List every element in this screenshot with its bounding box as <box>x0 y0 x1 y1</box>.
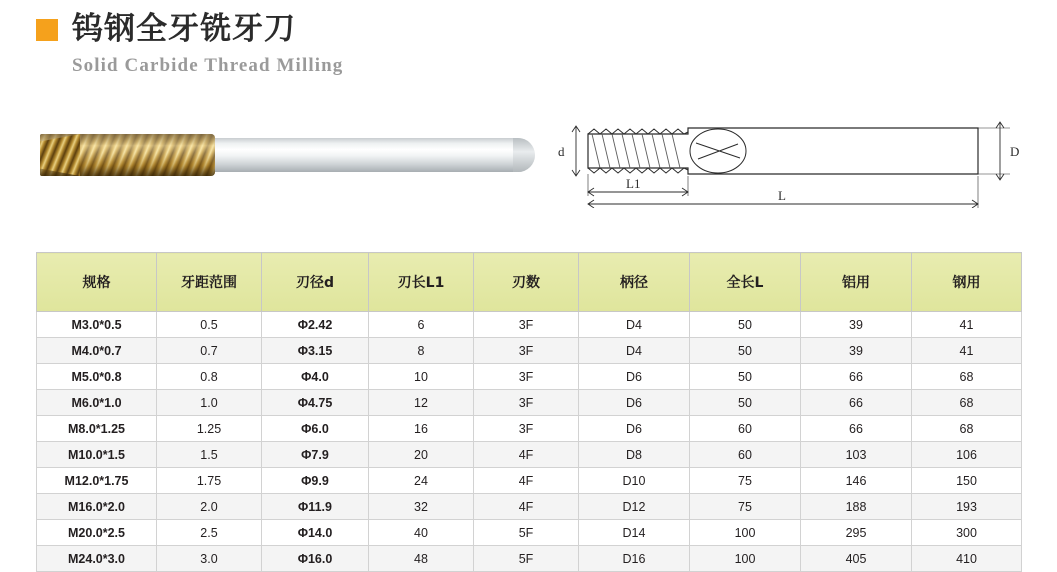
cell-steel: 41 <box>912 338 1022 364</box>
cell-overall-length: 50 <box>690 312 801 338</box>
cell-cutting-dia: Φ3.15 <box>262 338 369 364</box>
cell-shank-dia: D16 <box>579 546 690 572</box>
cell-flutes: 3F <box>474 416 579 442</box>
cell-steel: 300 <box>912 520 1022 546</box>
cell-overall-length: 75 <box>690 494 801 520</box>
cell-shank-dia: D12 <box>579 494 690 520</box>
cell-cutting-length: 12 <box>369 390 474 416</box>
cell-flutes: 3F <box>474 390 579 416</box>
cell-cutting-dia: Φ9.9 <box>262 468 369 494</box>
col-header-steel: 钢用 <box>912 253 1022 312</box>
cell-shank-dia: D10 <box>579 468 690 494</box>
table-row <box>37 416 1022 442</box>
col-header-flute-count: 刃数 <box>474 253 579 312</box>
cell-pitch: 3.0 <box>157 546 262 572</box>
table-row <box>37 364 1022 390</box>
cell-cutting-dia: Φ14.0 <box>262 520 369 546</box>
drawing-label-d: d <box>558 144 565 159</box>
col-header-spec: 规格 <box>37 253 157 312</box>
table-row <box>37 494 1022 520</box>
cell-shank-dia: D4 <box>579 312 690 338</box>
cell-cutting-length: 24 <box>369 468 474 494</box>
table-row <box>37 338 1022 364</box>
cell-aluminum: 39 <box>801 312 912 338</box>
cell-spec: M20.0*2.5 <box>37 520 157 546</box>
cell-steel: 106 <box>912 442 1022 468</box>
cell-cutting-length: 10 <box>369 364 474 390</box>
cell-aluminum: 39 <box>801 338 912 364</box>
cell-cutting-length: 6 <box>369 312 474 338</box>
cell-flutes: 4F <box>474 442 579 468</box>
cell-shank-dia: D14 <box>579 520 690 546</box>
spec-table <box>36 252 1022 572</box>
cell-pitch: 0.8 <box>157 364 262 390</box>
cell-pitch: 0.7 <box>157 338 262 364</box>
cell-flutes: 4F <box>474 468 579 494</box>
cell-flutes: 3F <box>474 312 579 338</box>
cell-spec: M4.0*0.7 <box>37 338 157 364</box>
col-header-shank-dia: 柄径 <box>579 253 690 312</box>
cell-overall-length: 50 <box>690 364 801 390</box>
cell-flutes: 3F <box>474 364 579 390</box>
cell-flutes: 5F <box>474 520 579 546</box>
cell-aluminum: 295 <box>801 520 912 546</box>
cell-shank-dia: D6 <box>579 390 690 416</box>
cell-pitch: 1.0 <box>157 390 262 416</box>
cell-aluminum: 146 <box>801 468 912 494</box>
cell-pitch: 1.25 <box>157 416 262 442</box>
cell-cutting-length: 16 <box>369 416 474 442</box>
table-header-row <box>37 253 1022 312</box>
cell-overall-length: 100 <box>690 546 801 572</box>
cell-pitch: 1.5 <box>157 442 262 468</box>
col-header-cutting-dia: 刃径d <box>262 253 369 312</box>
cell-cutting-length: 20 <box>369 442 474 468</box>
cell-cutting-length: 8 <box>369 338 474 364</box>
cell-spec: M6.0*1.0 <box>37 390 157 416</box>
cell-aluminum: 188 <box>801 494 912 520</box>
tool-shank-end <box>513 138 535 172</box>
cell-steel: 68 <box>912 364 1022 390</box>
cell-overall-length: 60 <box>690 416 801 442</box>
cell-overall-length: 100 <box>690 520 801 546</box>
product-photo <box>40 112 535 192</box>
cell-steel: 68 <box>912 416 1022 442</box>
cell-pitch: 0.5 <box>157 312 262 338</box>
page-subtitle: Solid Carbide Thread Milling <box>72 55 344 76</box>
table-row <box>37 442 1022 468</box>
technical-drawing <box>548 96 1028 208</box>
cell-shank-dia: D8 <box>579 442 690 468</box>
cell-flutes: 4F <box>474 494 579 520</box>
cell-overall-length: 75 <box>690 468 801 494</box>
cell-spec: M5.0*0.8 <box>37 364 157 390</box>
cell-overall-length: 50 <box>690 338 801 364</box>
cell-cutting-dia: Φ6.0 <box>262 416 369 442</box>
col-header-aluminum: 铝用 <box>801 253 912 312</box>
cell-cutting-dia: Φ4.0 <box>262 364 369 390</box>
cell-cutting-dia: Φ16.0 <box>262 546 369 572</box>
cell-aluminum: 66 <box>801 390 912 416</box>
cell-flutes: 3F <box>474 338 579 364</box>
cell-steel: 150 <box>912 468 1022 494</box>
col-header-pitch-range: 牙距范围 <box>157 253 262 312</box>
cell-pitch: 2.0 <box>157 494 262 520</box>
orange-square-bullet-icon <box>36 19 58 41</box>
cell-spec: M16.0*2.0 <box>37 494 157 520</box>
cell-cutting-length: 40 <box>369 520 474 546</box>
cell-shank-dia: D4 <box>579 338 690 364</box>
cell-aluminum: 103 <box>801 442 912 468</box>
cell-shank-dia: D6 <box>579 416 690 442</box>
cell-flutes: 5F <box>474 546 579 572</box>
cell-steel: 68 <box>912 390 1022 416</box>
drawing-label-D: D <box>1010 144 1020 159</box>
page-header <box>36 11 344 77</box>
cell-cutting-length: 32 <box>369 494 474 520</box>
cell-pitch: 2.5 <box>157 520 262 546</box>
table-row <box>37 312 1022 338</box>
table-row <box>37 520 1022 546</box>
col-header-overall-length: 全长L <box>690 253 801 312</box>
title-row <box>36 11 343 47</box>
cell-aluminum: 66 <box>801 416 912 442</box>
col-header-cutting-length: 刃长L1 <box>369 253 474 312</box>
cell-steel: 41 <box>912 312 1022 338</box>
cell-cutting-dia: Φ7.9 <box>262 442 369 468</box>
drawing-label-L1: L1 <box>626 176 641 191</box>
cell-overall-length: 50 <box>690 390 801 416</box>
cell-steel: 193 <box>912 494 1022 520</box>
table-row <box>37 468 1022 494</box>
drawing-label-L: L <box>778 188 786 203</box>
table-row <box>37 546 1022 572</box>
cell-shank-dia: D6 <box>579 364 690 390</box>
cell-spec: M8.0*1.25 <box>37 416 157 442</box>
cell-cutting-length: 48 <box>369 546 474 572</box>
cell-overall-length: 60 <box>690 442 801 468</box>
cell-spec: M24.0*3.0 <box>37 546 157 572</box>
cell-aluminum: 405 <box>801 546 912 572</box>
cell-cutting-dia: Φ11.9 <box>262 494 369 520</box>
cell-cutting-dia: Φ2.42 <box>262 312 369 338</box>
cell-spec: M3.0*0.5 <box>37 312 157 338</box>
cell-spec: M10.0*1.5 <box>37 442 157 468</box>
cell-cutting-dia: Φ4.75 <box>262 390 369 416</box>
cell-aluminum: 66 <box>801 364 912 390</box>
cell-pitch: 1.75 <box>157 468 262 494</box>
page-title: 钨钢全牙铣牙刀 <box>72 11 296 47</box>
table-row <box>37 390 1022 416</box>
cell-spec: M12.0*1.75 <box>37 468 157 494</box>
spec-table-container <box>36 252 1021 572</box>
cell-steel: 410 <box>912 546 1022 572</box>
